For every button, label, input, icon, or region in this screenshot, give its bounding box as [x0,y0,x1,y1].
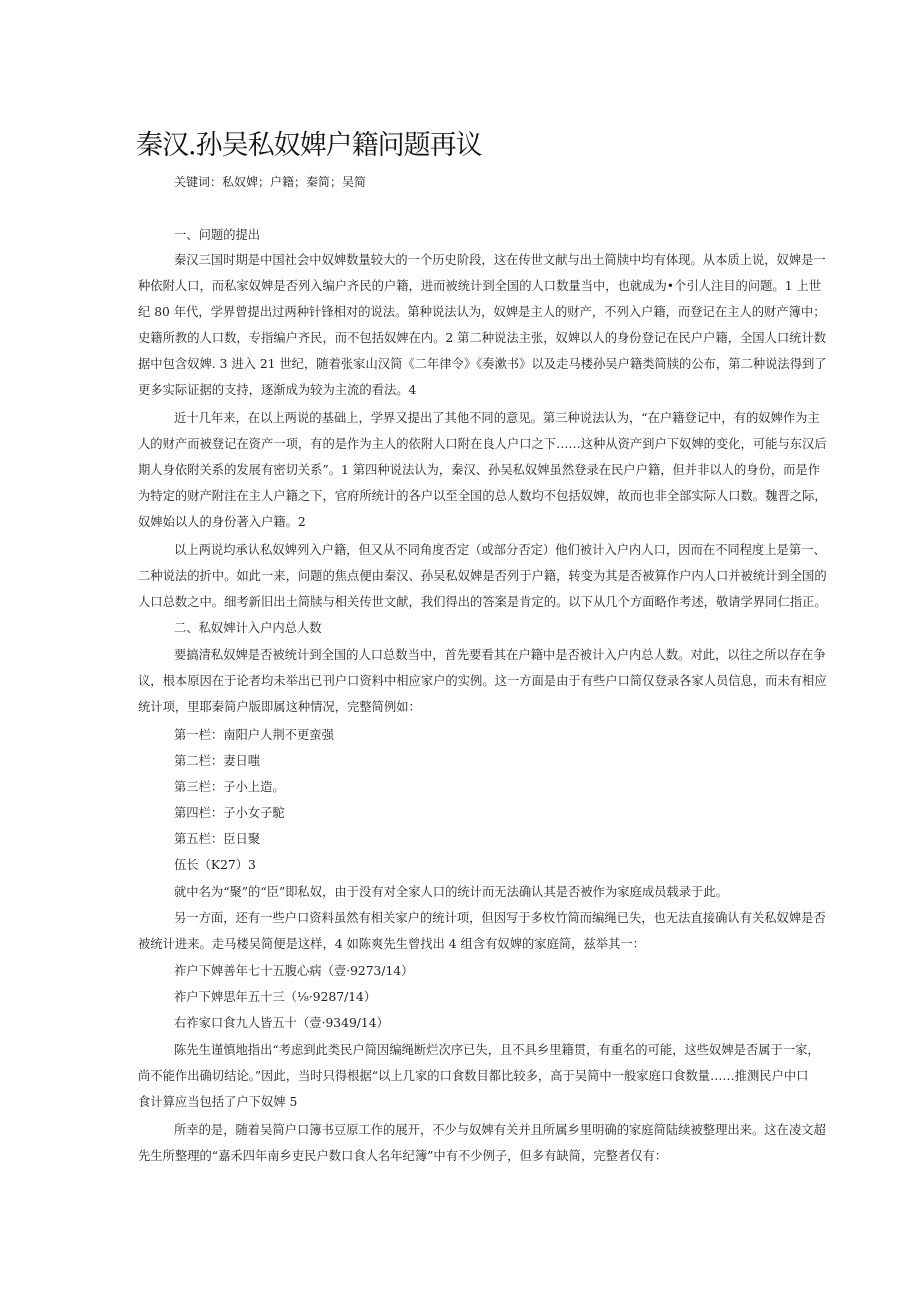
paragraph-line: 人的财产而被登记在资产一项，有的是作为主人的依附人口附在良人户口之下……这种从资产到户下奴婢的变化，可能与东汉后 [138,437,827,451]
paragraph-line: 尚不能作出确切结论。”因此，当时只得根据“以上几家的口食数目都比较多，高于吴简中一般家庭口食数量……推测民户中口 [138,1069,809,1083]
paragraph-line: 更多实际证据的支持，逐渐成为较为主流的看法。4 [138,383,417,397]
section-heading: 一、问题的提出 [174,228,261,242]
section-heading: 二、私奴婢计入户内总人数 [174,621,322,635]
paragraph-line: 要搞清私奴婢是否被统计到全国的人口总数当中，首先要看其在户籍中是否被计入户内总人数。对此，以往之所以存在争 [174,648,826,662]
document-title: 秦汉.孙吴私奴婢户籍问题再议 [136,130,482,161]
paragraph-line: 统计项，里耶秦简户版即属这种情况，完整简例如： [138,700,421,714]
slip-entry: 第一栏：南阳户人荆不更蛮强 [174,728,334,742]
paragraph-line: 就中名为“聚”的“臣”即私奴，由于没有对全家人口的统计而无法确认其是否被作为家庭成员载录于此。 [174,885,728,899]
paragraph-line: 据中包含奴婢. 3 进入 21 世纪，随着张家山汉简《二年律令》《奏漱书》以及走马楼孙吴户籍类简牍的公布，第二种说法得到了 [138,357,827,371]
paragraph-line: 另一方面，还有一些户口资料虽然有相关家户的统计项，但因写于多枚竹简而编绳已失，也无法直接确认有关私奴婢是否 [174,911,826,925]
paragraph-line: 所幸的是，随着吴简户口簿书豆原工作的展开，不少与奴婢有关并且所属乡里明确的家庭简陆续被整理出来。这在凌文超 [174,1123,826,1137]
paragraph-line: 以上两说均承认私奴婢列入户籍，但又从不同角度否定（或部分否定）他们被计入户内人口，因而在不同程度上是第一、 [174,543,826,557]
paragraph-line: 期人身依附关系的发展有密切关系”。1 第四种说法认为，秦汉、孙吴私奴婢虽然登录在民户户籍，但并非以人的身份，而是作 [138,463,821,477]
paragraph-line: 种依附人口，而私家奴婢是否列入编户齐民的户籍，进而被统计到全国的人口数量当中，也就成为•个引人注目的问题。1 上世 [138,279,822,293]
paragraph-line: 为特定的财产附注在主人户籍之下，官府所统计的各户以至全国的总人数均不包括奴婢，故而也非全部实际人口数。魏晋之际， [138,489,827,503]
slip-entry: 第二栏：妻日嗤 [174,754,261,768]
paragraph-line: 史籍所教的人口数，专指编户齐民，而不包括奴婢在内。2 第二种说法主张，奴婢以人的身份登记在民户户籍，全国人口统计数 [138,331,827,345]
paragraph-line: 二种说法的折中。如此一来，问题的焦点便由秦汉、孙吴私奴婢是否列于户籍，转变为其是否被算作户内人口并被统计到全国的 [138,569,827,583]
paragraph-line: 食计算应当包括了户下奴婢 5 [138,1095,298,1109]
paragraph-line: 纪 80 年代，学界曾提出过两种针锋相对的说法。第种说法认为，奴婢是主人的财产，不列入户籍，而登记在主人的财产簿中； [138,305,826,319]
paragraph-line: 被统计进来。走马楼吴简便是这样，4 如陈爽先生曾找出 4 组含有奴婢的家庭简，兹举其一： [138,937,645,951]
keywords: 关键词：私奴婢；户籍；秦简；吴简 [174,175,367,189]
slip-entry: 第五栏：臣日聚 [174,832,261,846]
paragraph-line: 近十几年来，在以上两说的基础上，学界又提出了其他不同的意见。第三种说法认为，“在户籍登记中，有的奴婢作为主 [174,411,820,425]
paragraph-line: 秦汉三国时期是中国社会中奴婢数量较大的一个历史阶段，这在传世文献与出土简牍中均有体现。从本质上说，奴婢是一 [174,253,826,267]
paragraph-line: 陈先生谨慎地指出“考虑到此类民户简因编绳断烂次序已失，且不具乡里籍贯，有重名的可能，这些奴婢是否属于一家， [174,1043,820,1057]
slip-entry: 右祚家口食九人皆五十（壹·9349/14） [174,1016,389,1030]
paragraph-line: 议，根本原因在于论者均未举出已刊户口资料中相应家户的实例。这一方面是由于有些户口简仅登录各家人员信息，而未有相应 [138,674,827,688]
slip-entry: 祚户下婢思年五十三（⅛·9287/14） [174,990,377,1004]
paragraph-line: 人口总数之中。细考新旧出土简牍与相关传世文献，我们得出的答案是肯定的。以下从几个方面略作考述，敬请学界同仁指正。 [138,595,827,609]
slip-entry: 祚户下婢善年七十五腹心病（壹·9273/14） [174,964,414,978]
paragraph-line: 先生所整理的“嘉禾四年南乡吏民户数口食人名年纪簿”中有不少例子，但多有缺简，完整者仅有： [138,1149,668,1163]
paragraph-line: 奴婢始以人的身份著入户籍。2 [138,515,306,529]
slip-entry: 第三栏：子小上造。 [174,780,285,794]
slip-entry: 第四栏：子小女子駝 [174,806,285,820]
slip-entry: 伍长（K27）3 [174,858,256,872]
